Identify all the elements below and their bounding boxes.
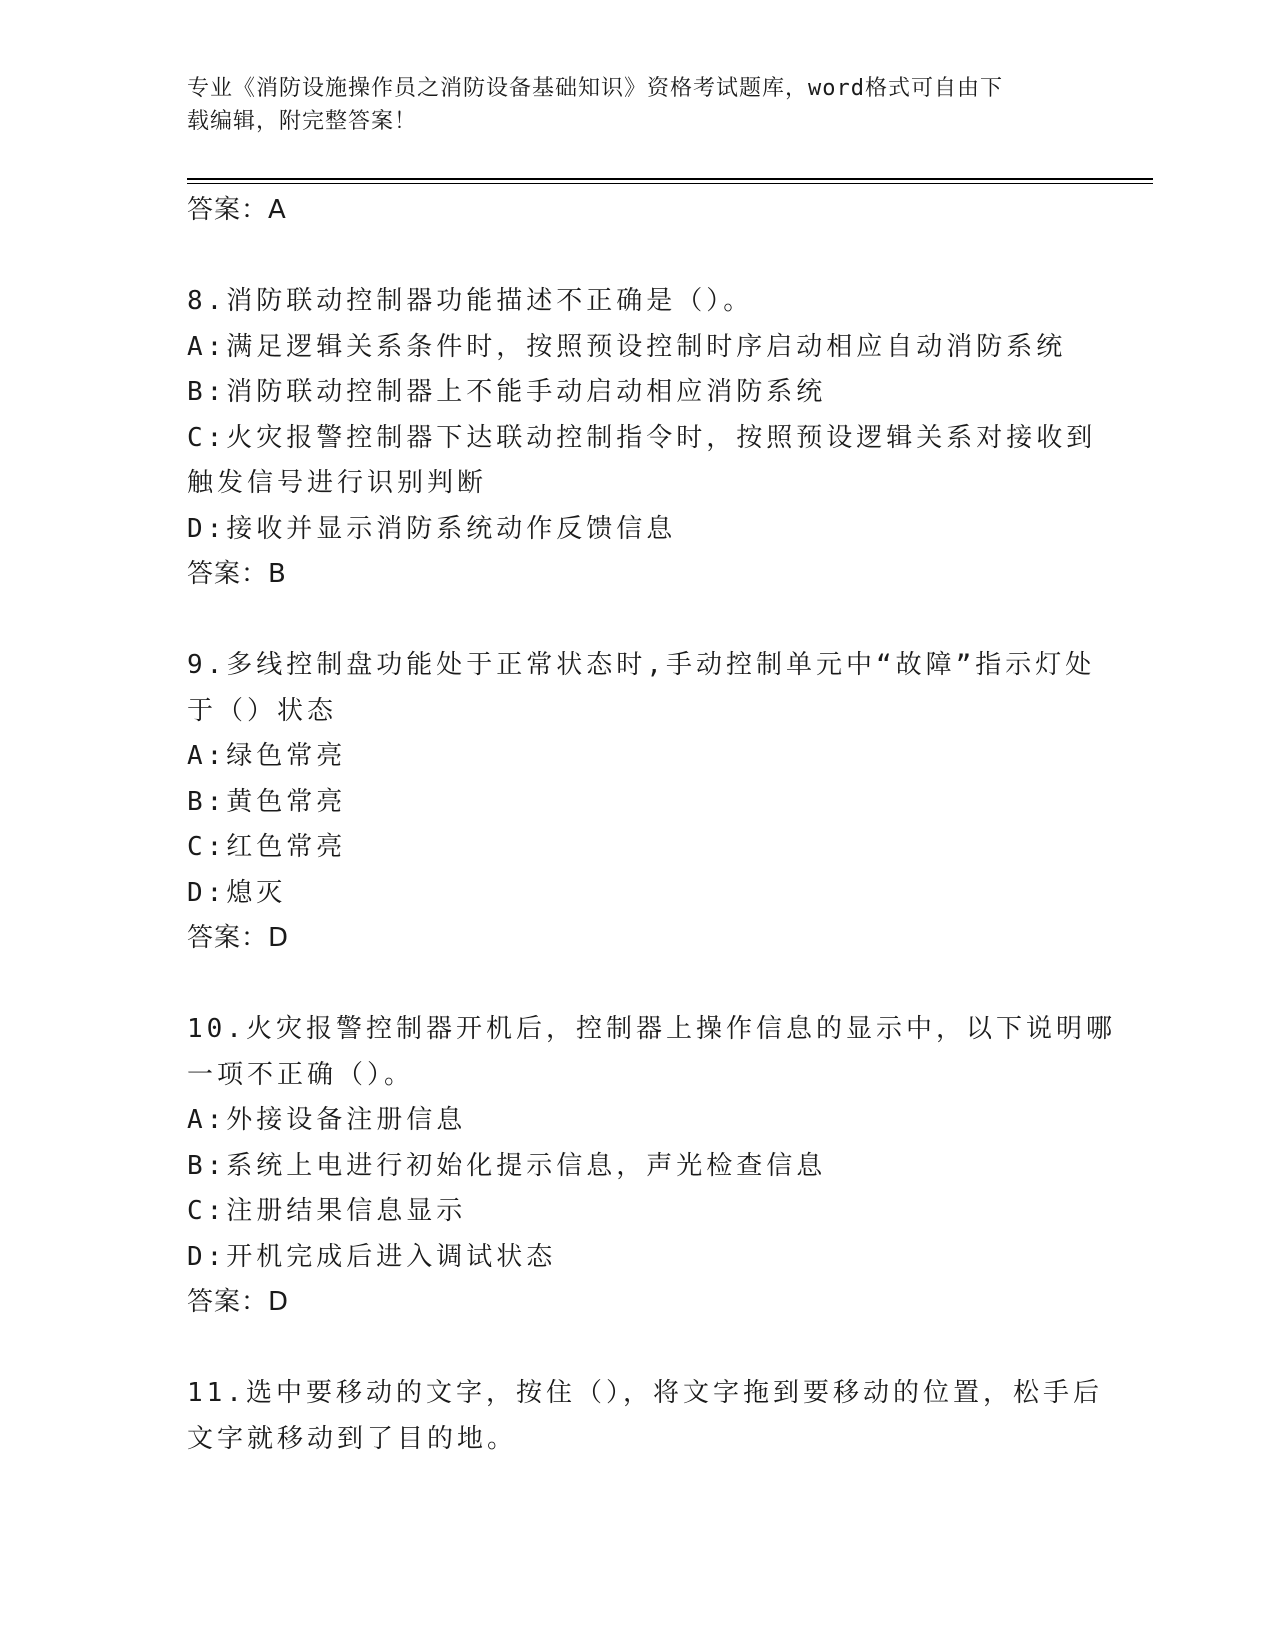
- header-divider-thick: [187, 178, 1153, 180]
- spacer: [187, 1326, 1087, 1372]
- question-8: [187, 279, 1097, 598]
- option-c: C:红色常亮: [187, 832, 347, 862]
- option-b: B:黄色常亮: [187, 786, 347, 817]
- option-b: B:消防联动控制器上不能手动启动相应消防系统: [187, 377, 827, 407]
- answer: 答案：B: [187, 559, 287, 589]
- header-divider-thin: [187, 183, 1153, 184]
- header-line-1: 专业《消防设施操作员之消防设备基础知识》资格考试题库，word格式可自由下: [187, 76, 1003, 101]
- spacer: [187, 598, 1087, 644]
- option-a: A:外接设备注册信息: [187, 1105, 467, 1135]
- option-c: C:注册结果信息显示: [187, 1196, 467, 1226]
- option-d: D:开机完成后进入调试状态: [187, 1241, 557, 1272]
- document-header: [187, 72, 1067, 138]
- question-stem: 9.多线控制盘功能处于正常状态时,手动控制单元中“故障”指示灯处: [187, 650, 1096, 680]
- option-c: C:火灾报警控制器下达联动控制指令时，按照预设逻辑关系对接收到: [187, 422, 1097, 453]
- question-9: [187, 643, 1096, 962]
- answer: 答案：D: [187, 1287, 290, 1317]
- option-d: D:接收并显示消防系统动作反馈信息: [187, 513, 677, 544]
- option-a: A:绿色常亮: [187, 741, 347, 771]
- question-stem: 8.消防联动控制器功能描述不正确是（）。: [187, 286, 754, 316]
- option-d: D:熄灭: [187, 877, 287, 908]
- header-line-2: 载编辑，附完整答案！: [187, 109, 418, 134]
- option-b: B:系统上电进行初始化提示信息，声光检查信息: [187, 1150, 827, 1181]
- spacer: [187, 962, 1087, 1008]
- spacer: [187, 234, 1087, 280]
- option-c-continued: 触发信号进行识别判断: [187, 468, 488, 498]
- question-stem-continued: 文字就移动到了目的地。: [187, 1423, 518, 1454]
- question-stem-continued: 一项不正确（）。: [187, 1059, 415, 1090]
- option-a: A:满足逻辑关系条件时，按照预设控制时序启动相应自动消防系统: [187, 331, 1067, 362]
- answer: 答案：D: [187, 923, 290, 953]
- question-list: [187, 188, 1116, 1462]
- question-stem: 10.火灾报警控制器开机后，控制器上操作信息的显示中，以下说明哪: [187, 1014, 1116, 1044]
- question-stem: 11.选中要移动的文字，按住（），将文字拖到要移动的位置，松手后: [187, 1378, 1103, 1408]
- previous-answer: 答案：A: [187, 195, 287, 225]
- question-stem-continued: 于（）状态: [187, 695, 338, 726]
- question-10: [187, 1007, 1116, 1326]
- question-11: [187, 1371, 1103, 1462]
